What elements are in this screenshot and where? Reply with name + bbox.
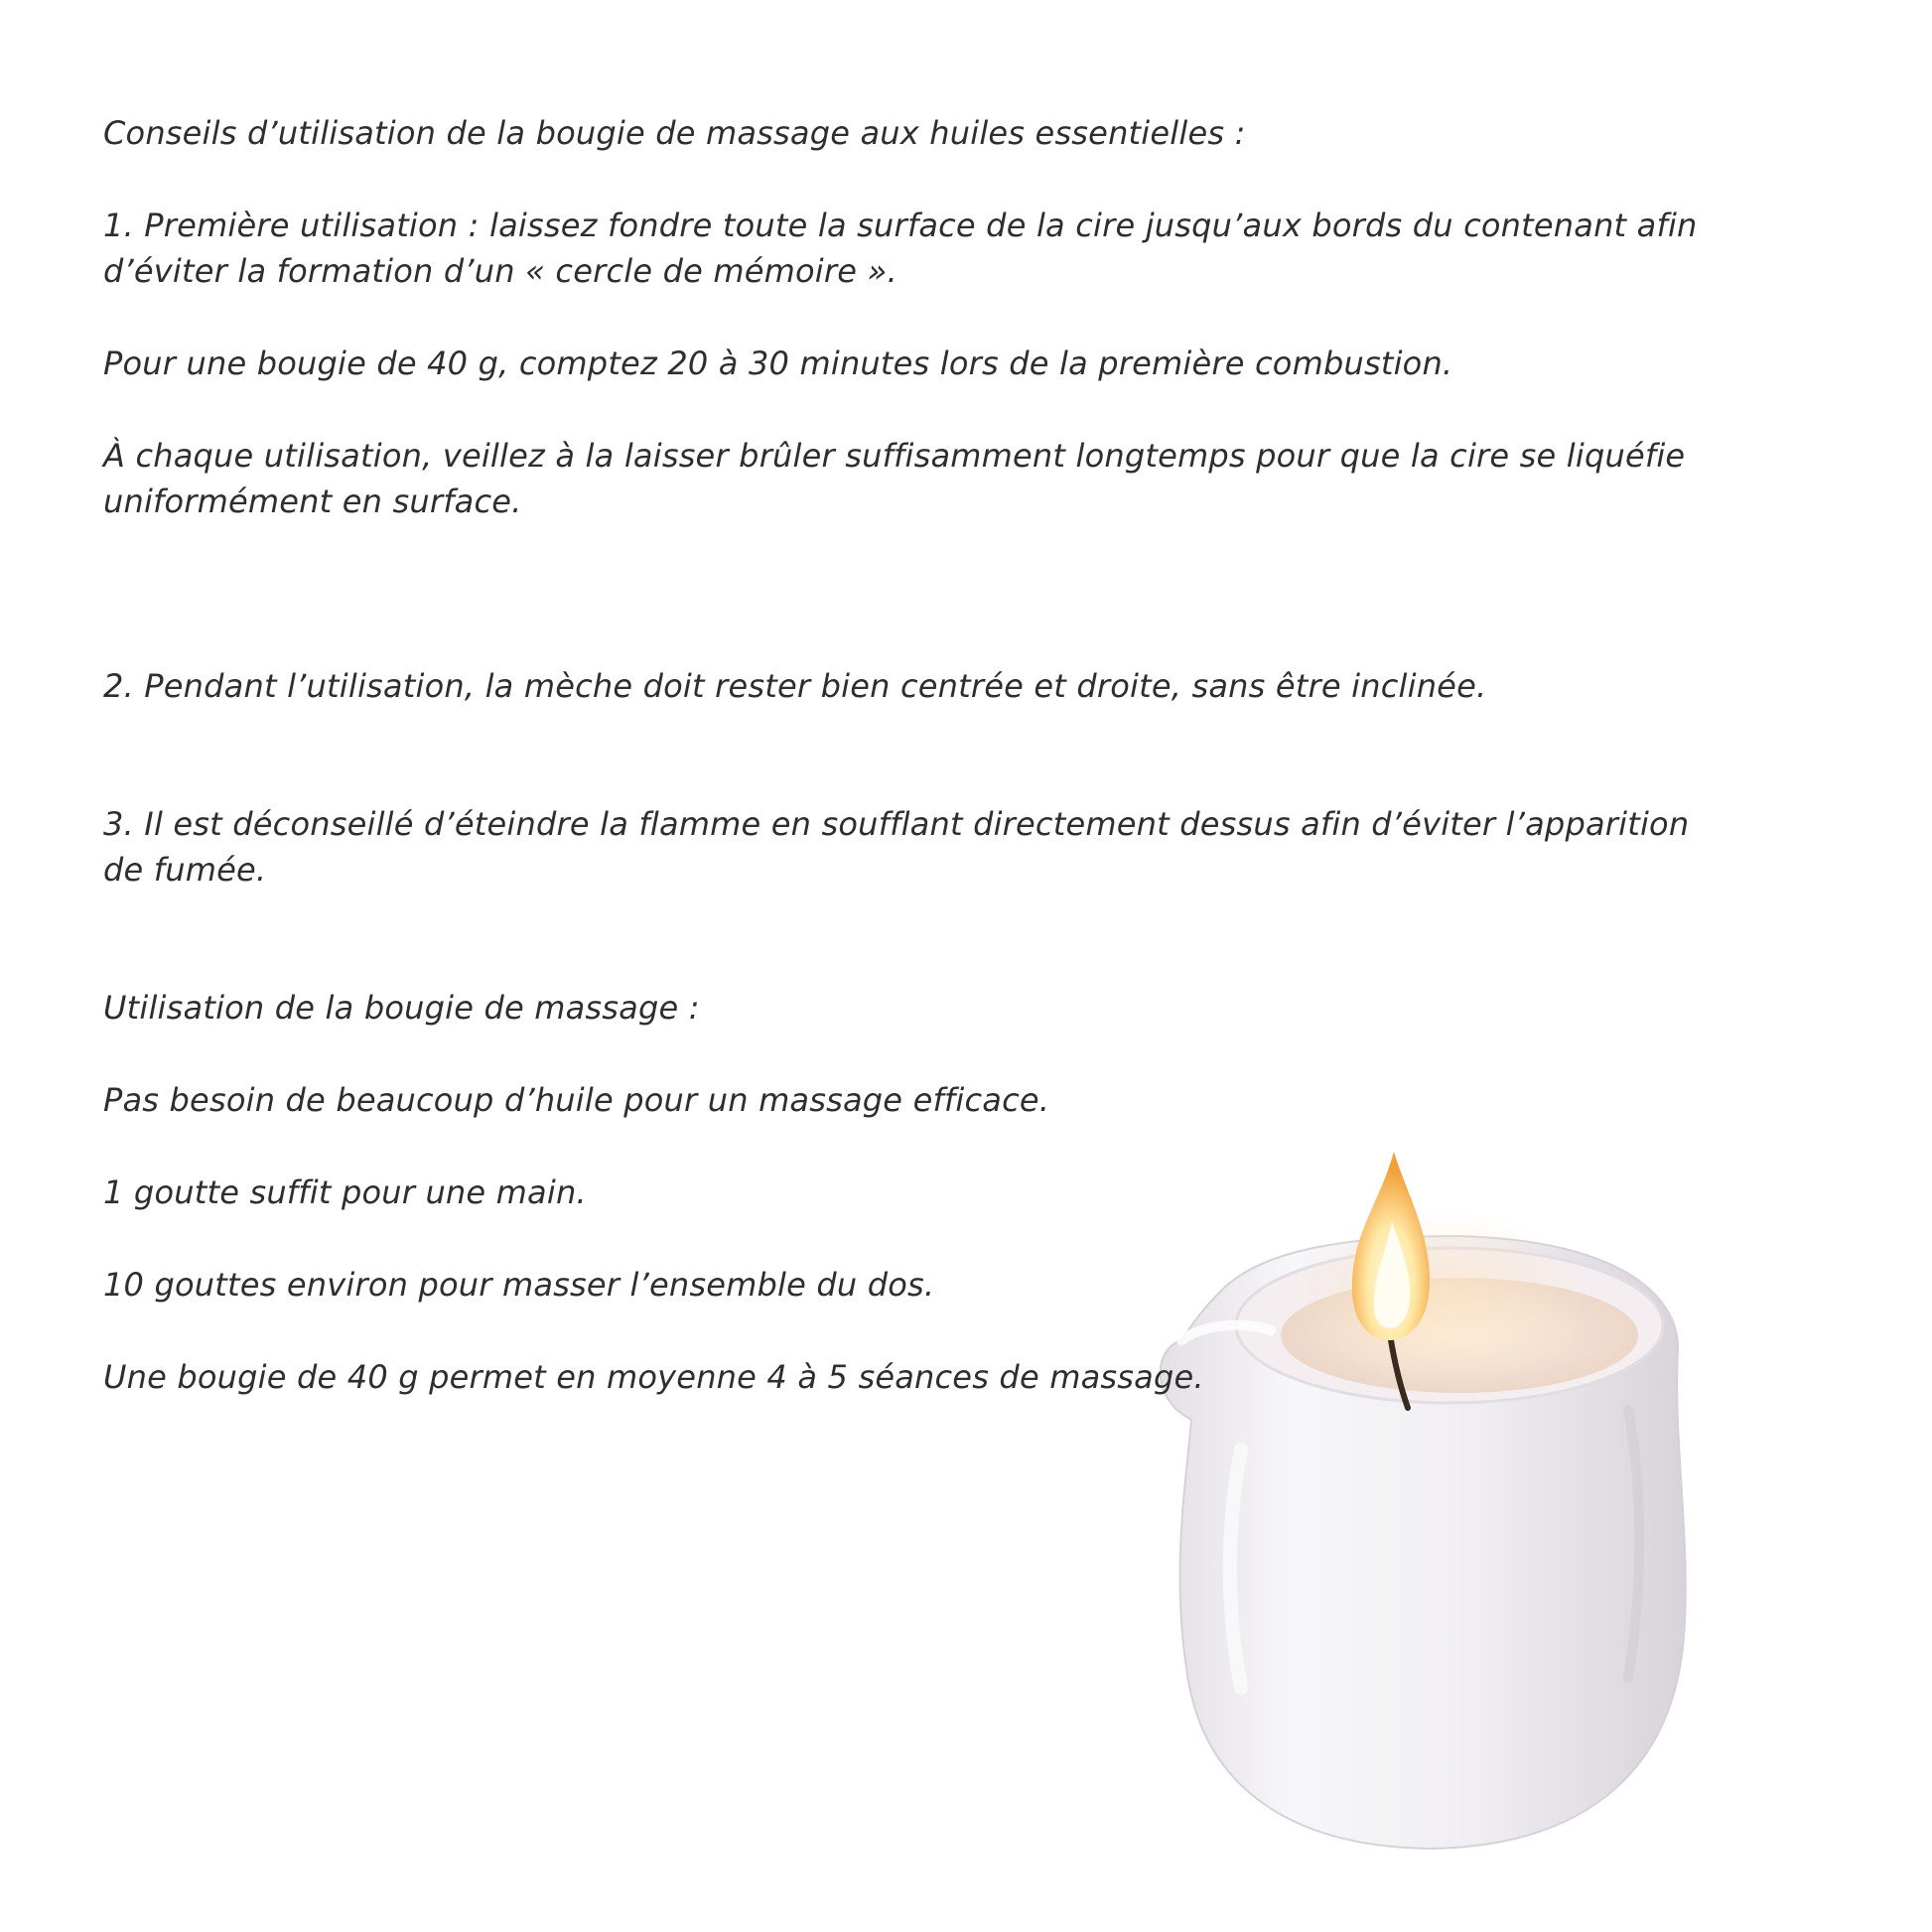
step2: 2. Pendant l’utilisation, la mèche doit rester bien centrée et droite, sans être inclinée. <box>103 667 1487 705</box>
step3-line1: 3. Il est déconseillé d’éteindre la flamme en soufflant directement dessus afin d’éviter l’apparition <box>103 805 1690 843</box>
instructions-heading: Conseils d’utilisation de la bougie de massage aux huiles essentielles : <box>103 114 1246 152</box>
massage-tip-3: 10 gouttes environ pour masser l’ensemble du dos. <box>103 1266 935 1304</box>
massage-candle-icon <box>1132 1152 1727 1866</box>
step1-line2: d’éviter la formation d’un « cercle de mémoire ». <box>103 252 897 290</box>
massage-tip-1: Pas besoin de beaucoup d’huile pour un massage efficace. <box>103 1081 1050 1119</box>
step1-line1: 1. Première utilisation : laissez fondre toute la surface de la cire jusqu’aux bords du contenant afin <box>103 207 1698 244</box>
massage-heading: Utilisation de la bougie de massage : <box>103 989 700 1027</box>
step1-each-use-line2: uniformément en surface. <box>103 483 522 520</box>
step3-line2: de fumée. <box>103 851 267 889</box>
step1-each-use-line1: À chaque utilisation, veillez à la laisser brûler suffisamment longtemps pour que la cire se liquéfie <box>103 437 1686 475</box>
step1-duration: Pour une bougie de 40 g, comptez 20 à 30 minutes lors de la première combustion. <box>103 345 1453 382</box>
massage-tip-4: Une bougie de 40 g permet en moyenne 4 à 5 séances de massage. <box>103 1358 1204 1396</box>
massage-tip-2: 1 goutte suffit pour une main. <box>103 1173 587 1211</box>
